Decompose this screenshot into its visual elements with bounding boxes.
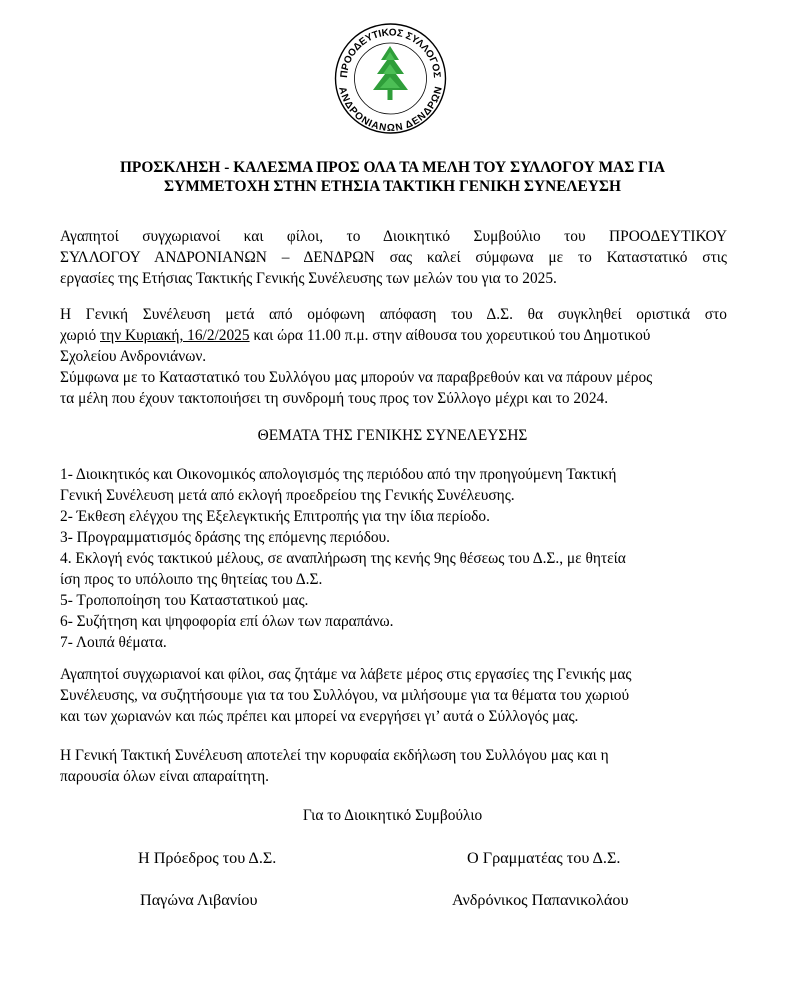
topic-line: Γενική Συνέλευση μετά από εκλογή προεδρείου της Γενικής Συνέλευσης. xyxy=(60,487,515,504)
topic-line: 2- Έκθεση ελέγχου της Εξελεγκτικής Επιτροπής για την ίδια περίοδο. xyxy=(60,508,490,525)
president-name: Παγώνα Λιβανίου xyxy=(140,891,258,909)
association-logo xyxy=(333,22,448,135)
topics-list xyxy=(60,464,727,653)
logo-ring-text-bottom: ΑΝΔΡΟΝΙΑΝΩΝ ΔΕΝΔΡΩΝ xyxy=(336,85,445,134)
closing-line-3: και των χωριανών και πώς πρέπει και μπορεί να ενεργήσει γι’ αυτά ο Σύλλογός μας. xyxy=(60,708,579,725)
meeting-line-5: τα μέλη που έχουν τακτοποιήσει τη συνδρομή τους προς τον Σύλλογο μέχρι και το 2024. xyxy=(60,390,609,407)
topic-line: 6- Συζήτηση και ψηφοφορία επί όλων των παραπάνω. xyxy=(60,613,394,630)
secretary-role: Ο Γραμματέας του Δ.Σ. xyxy=(467,849,621,867)
topic-line: ίση προς το υπόλοιπο της θητείας του Δ.Σ. xyxy=(60,571,323,588)
meeting-line-3: Σχολείου Ανδρονιάνων. xyxy=(60,348,207,365)
topics-heading: ΘΕΜΑΤΑ ΤΗΣ ΓΕΝΙΚΗΣ ΣΥΝΕΛΕΥΣΗΣ xyxy=(257,427,528,444)
final-line-2: παρουσία όλων είναι απαραίτητη. xyxy=(60,768,269,785)
topic-line: 5- Τροποποίηση του Καταστατικού μας. xyxy=(60,592,309,609)
intro-line-1: Αγαπητοί συγχωριανοί και φίλοι, το Διοικητικό Συμβούλιο του ΠΡΟΟΔΕΥΤΙΚΟΥ xyxy=(60,228,727,245)
signoff: Για το Διοικητικό Συμβούλιο xyxy=(302,807,483,824)
president-role: Η Πρόεδρος του Δ.Σ. xyxy=(138,849,277,867)
meeting-line-2 xyxy=(60,325,727,346)
closing-paragraph xyxy=(60,664,727,727)
closing-line-1: Αγαπητοί συγχωριανοί και φίλοι, σας ζητάμε να λάβετε μέρος στις εργασίες της Γενικής μας xyxy=(60,666,632,683)
meeting-date: την Κυριακή, 16/2/2025 xyxy=(100,327,250,344)
final-paragraph xyxy=(60,745,727,787)
meeting-line-4: Σύμφωνα με το Καταστατικό του Συλλόγου μας μπορούν να παραβρεθούν και να πάρουν μέρος xyxy=(60,369,653,386)
title-line-2: ΣΥΜΜΕΤΟΧΗ ΣΤΗΝ ΕΤΗΣΙΑ ΤΑΚΤΙΚΗ ΓΕΝΙΚΗ ΣΥΝΕΛΕΥΣΗ xyxy=(164,178,621,195)
title-line-1: ΠΡΟΣΚΛΗΣΗ - ΚΑΛΕΣΜΑ ΠΡΟΣ ΟΛΑ ΤΑ ΜΕΛΗ ΤΟΥ ΣΥΛΛΟΓΟΥ ΜΑΣ ΓΙΑ xyxy=(119,159,666,176)
topic-line: 1- Διοικητικός και Οικονομικός απολογισμός της περιόδου από την προηγούμενη Τακτική xyxy=(60,466,617,483)
meeting-line-1: Η Γενική Συνέλευση μετά από ομόφωνη απόφαση του Δ.Σ. θα συγκληθεί οριστικά στο xyxy=(60,306,727,323)
meeting-paragraph xyxy=(60,304,727,409)
logo-ring-text-top: ΠΡΟΟΔΕΥΤΙΚΟΣ ΣΥΛΛΟΓΟΣ xyxy=(338,27,443,79)
topic-line: 3- Προγραμματισμός δράσης της επόμενης περιόδου. xyxy=(60,529,390,546)
pine-tree-icon xyxy=(373,46,408,100)
secretary-name: Ανδρόνικος Παπανικολάου xyxy=(452,891,629,909)
meeting-line-2-post: και ώρα 11.00 π.μ. στην αίθουσα του χορευτικού του Δημοτικού xyxy=(249,327,651,344)
intro-line-3: εργασίες της Ετήσιας Τακτικής Γενικής Συνέλευσης των μελών του για το 2025. xyxy=(60,270,557,287)
intro-line-2: ΣΥΛΛΟΓΟΥ ΑΝΔΡΟΝΙΑΝΩΝ – ΔΕΝΔΡΩΝ σας καλεί σύμφωνα με το Καταστατικό στις xyxy=(60,249,727,266)
final-line-1: Η Γενική Τακτική Συνέλευση αποτελεί την κορυφαία εκδήλωση του Συλλόγου μας και η xyxy=(60,747,609,764)
topic-line: 7- Λοιπά θέματα. xyxy=(60,634,167,651)
topic-line: 4. Εκλογή ενός τακτικού μέλους, σε αναπλήρωση της κενής 9ης θέσεως του Δ.Σ., με θητεία xyxy=(60,550,626,567)
closing-line-2: Συνέλευσης, να συζητήσουμε για τα του Συλλόγου, να μιλήσουμε για τα θέματα του χωριού xyxy=(60,687,630,704)
intro-paragraph xyxy=(60,226,727,289)
meeting-line-2-pre: χωριό xyxy=(60,327,100,344)
